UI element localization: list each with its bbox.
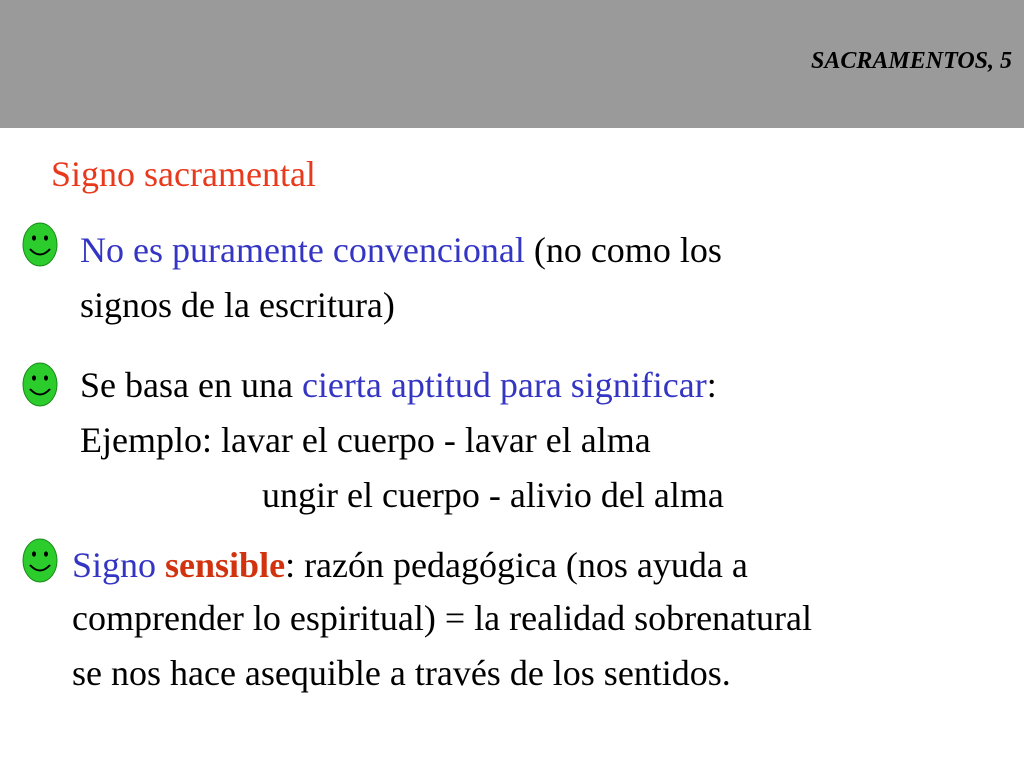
smiley-face-icon <box>22 222 58 267</box>
bullet-3-line-2: comprender lo espiritual) = la realidad sobrenatural <box>72 598 813 638</box>
bullet-1-highlight: No es puramente convencional <box>80 230 525 270</box>
bullet-1-rest: (no como los <box>524 230 722 270</box>
bullet-2-line-3: ungir el cuerpo - alivio del alma <box>262 475 724 515</box>
bullet-2-highlight: cierta aptitud para significar <box>301 365 707 405</box>
slide-heading: Signo sacramental <box>51 154 316 194</box>
header-bar <box>0 0 1024 128</box>
bullet-3-highlight: sensible <box>165 545 286 585</box>
smiley-face-icon <box>22 538 58 583</box>
bullet-2-line-1 <box>80 362 717 408</box>
slide-header-title: SACRAMENTOS, 5 <box>811 48 1012 74</box>
bullet-1-line-2: signos de la escritura) <box>80 285 395 325</box>
bullet-3-line-1 <box>72 542 748 588</box>
bullet-3-after: : razón pedagógica (nos ayuda a <box>285 545 748 585</box>
bullet-2-before: Se basa en una <box>80 365 302 405</box>
bullet-2-line-2: Ejemplo: lavar el cuerpo - lavar el alma <box>80 420 651 460</box>
bullet-3-before: Signo <box>72 545 166 585</box>
bullet-1-line-1 <box>80 227 722 273</box>
smiley-face-icon <box>22 362 58 407</box>
bullet-3-line-3: se nos hace asequible a través de los sentidos. <box>72 653 731 693</box>
bullet-2-after: : <box>706 365 717 405</box>
